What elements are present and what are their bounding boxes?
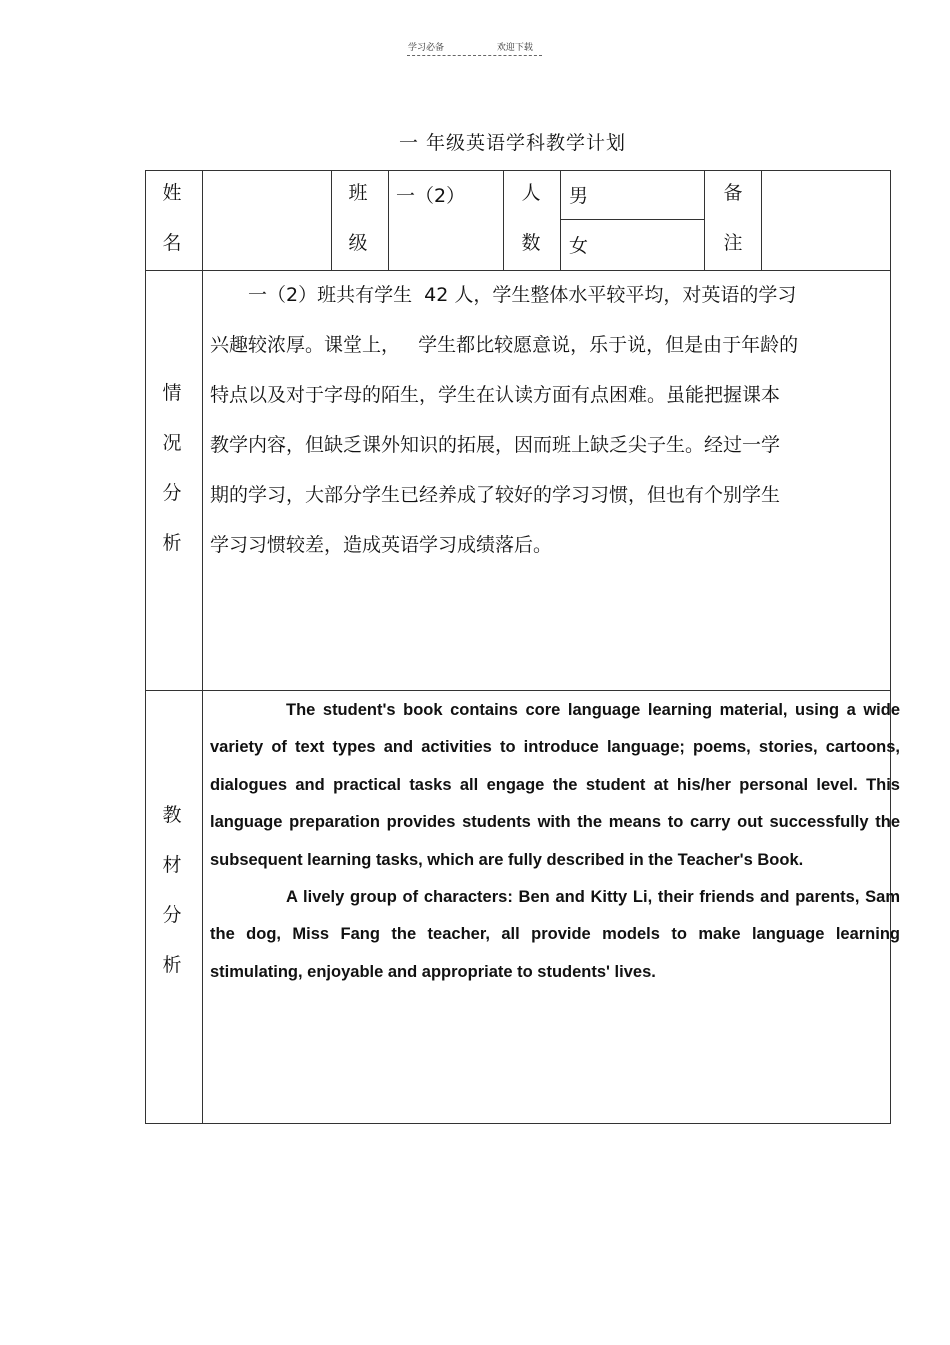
material-paragraph-2: A lively group of characters: Ben and Kitty Li, their friends and parents, Sam the dog, Miss Fang the teacher, all provide models to make language learning stimulating, enjoyable and appropriate to students' lives. [210,888,900,981]
material-label: 教 材 分 析 [162,804,182,976]
material-text [210,692,900,991]
header-left: 学习必备 [408,43,445,53]
class-value: 一（2） [396,185,466,207]
male-label: 男 [569,185,589,207]
class-label: 班 级 [348,182,368,254]
situation-label: 情 况 分 析 [162,382,182,554]
page-header [408,40,583,53]
count-label: 人 数 [521,182,541,254]
name-label: 姓 名 [162,182,182,254]
female-label: 女 [569,235,589,257]
material-paragraph-1: The student's book contains core language learning material, using a wide variety of text types and activities to introduce language; poems, stories, cartoons, dialogues and practical tasks all engage the student at his/her personal level. This language preparation provides students with the means to carry out successfully the subsequent learning tasks, which are fully described in the Teacher's Book. [210,701,900,869]
header-divider [407,55,542,56]
header-right: 欢迎下载 [496,43,533,53]
remark-label: 备 注 [723,182,743,254]
situation-text: 一（2）班共有学生 42 人，学生整体水平较平均，对英语的学习 兴趣较浓厚。课堂上， 学生都比较愿意说，乐于说，但是由于年龄的 特点以及对于字母的陌生，学生在认读方面有点困难。虽能把握课本 教学内容，但缺乏课外知识的拓展，因而班上缺乏尖子生。经过一学 期的学习，大部分学生已经养成了较好的学习习惯，但也有个别学生 学习习惯较差，造成英语学习成绩落后。 [210,284,799,556]
page-title: 一 年级英语学科教学计划 [398,132,627,154]
